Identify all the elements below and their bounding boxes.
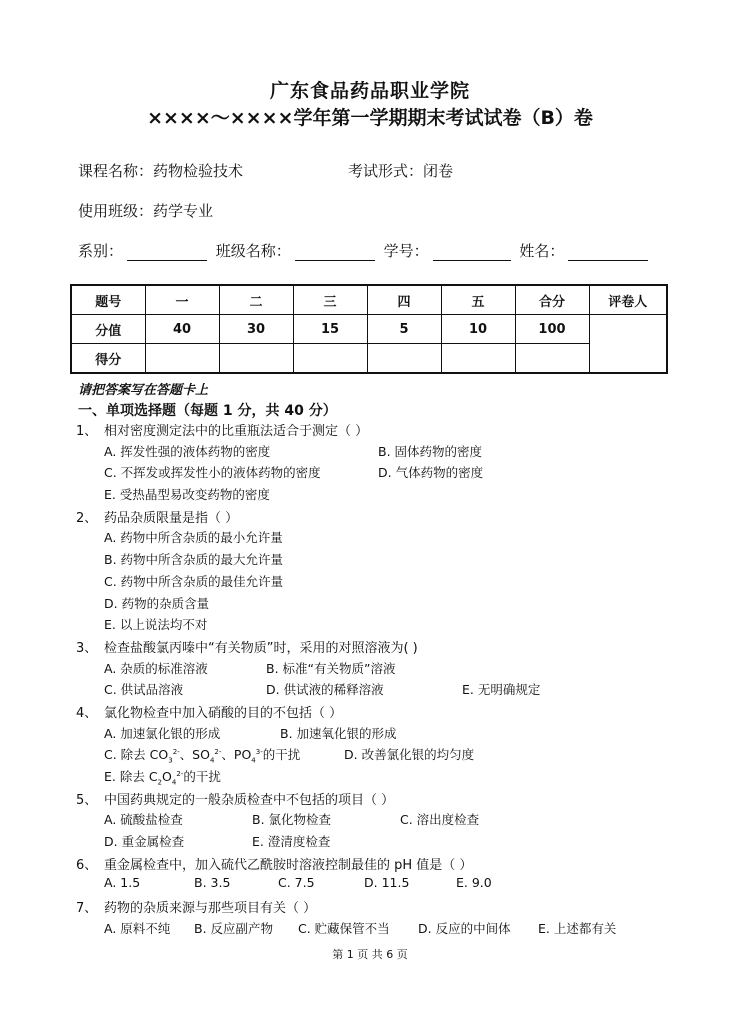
value-cell: 5 bbox=[367, 315, 441, 344]
table-row bbox=[71, 285, 667, 315]
dept-label: 系别： bbox=[78, 242, 124, 260]
option[interactable]: D. 改善氯化银的均匀度 bbox=[344, 747, 475, 763]
option-row bbox=[0, 594, 740, 616]
exam-form: 考试形式：闭卷 bbox=[348, 162, 454, 180]
option[interactable]: D. 11.5 bbox=[364, 875, 410, 891]
student-id-blank[interactable] bbox=[433, 246, 511, 261]
option[interactable]: B. 标准“有关物质”溶液 bbox=[266, 660, 396, 676]
header-cell: 四 bbox=[367, 285, 441, 315]
option-row bbox=[0, 463, 740, 485]
student-info-row bbox=[78, 240, 652, 261]
option[interactable]: C. 不挥发或挥发性小的液体药物的密度 bbox=[104, 465, 321, 481]
option[interactable]: B. 加速氧化银的形成 bbox=[280, 725, 397, 741]
question-stem: 检查盐酸氯丙嗪中“有关物质”时，采用的对照溶液为( ) bbox=[104, 640, 418, 656]
score-cell[interactable] bbox=[145, 344, 219, 374]
grader-cell[interactable] bbox=[589, 315, 667, 374]
question-stem: 药物的杂质来源与那些项目有关（ ） bbox=[104, 901, 317, 917]
option-row bbox=[0, 767, 740, 789]
class-blank[interactable] bbox=[295, 246, 375, 261]
class-label: 班级名称： bbox=[215, 242, 291, 260]
option[interactable]: A. 挥发性强的液体药物的密度 bbox=[104, 443, 271, 459]
option[interactable]: E. 澄清度检查 bbox=[252, 834, 331, 850]
option[interactable]: D. 反应的中间体 bbox=[418, 920, 511, 936]
question-number: 3、 bbox=[76, 640, 98, 656]
exam-title: ××××～××××学年第一学期期末考试试卷（B）卷 bbox=[147, 107, 593, 129]
option[interactable]: E. 无明确规定 bbox=[462, 682, 541, 698]
option[interactable]: D. 重金属检查 bbox=[104, 834, 185, 850]
header-cell: 二 bbox=[219, 285, 293, 315]
value-cell: 40 bbox=[145, 315, 219, 344]
question-stem: 氯化物检查中加入硝酸的目的不包括（ ） bbox=[104, 705, 343, 721]
question-number: 2、 bbox=[76, 510, 98, 526]
option[interactable]: C. 药物中所含杂质的最佳允许量 bbox=[104, 573, 284, 589]
option[interactable]: E. 以上说法均不对 bbox=[104, 617, 208, 633]
score-cell[interactable] bbox=[293, 344, 367, 374]
option-row bbox=[0, 485, 740, 507]
header-cell: 合分 bbox=[515, 285, 589, 315]
option[interactable]: B. 反应副产物 bbox=[194, 920, 274, 936]
name-label: 姓名： bbox=[519, 242, 565, 260]
option[interactable]: E. 上述都有关 bbox=[538, 920, 617, 936]
question-5 bbox=[0, 789, 740, 811]
option-row bbox=[0, 810, 740, 832]
score-cell[interactable] bbox=[219, 344, 293, 374]
option-row bbox=[0, 832, 740, 854]
question-number: 7、 bbox=[76, 901, 98, 917]
row-label: 分值 bbox=[71, 315, 145, 344]
score-cell[interactable] bbox=[441, 344, 515, 374]
option[interactable]: D. 气体药物的密度 bbox=[378, 465, 484, 481]
header-cell: 三 bbox=[293, 285, 367, 315]
question-stem: 重金属检查中，加入硫代乙酰胺时溶液控制最佳的 pH 值是（ ） bbox=[104, 857, 473, 873]
question-3 bbox=[0, 637, 740, 659]
option[interactable]: E. 9.0 bbox=[456, 875, 492, 891]
question-number: 6、 bbox=[76, 857, 98, 873]
school-name: 广东食品药品职业学院 bbox=[269, 80, 470, 102]
section-title: 一、单项选择题（每题 1 分，共 40 分） bbox=[78, 403, 337, 419]
header-cell: 五 bbox=[441, 285, 515, 315]
option-row bbox=[0, 572, 740, 594]
question-list bbox=[0, 420, 740, 941]
value-cell: 30 bbox=[219, 315, 293, 344]
option[interactable]: B. 药物中所含杂质的最大允许量 bbox=[104, 552, 284, 568]
option-row bbox=[0, 919, 740, 941]
option-row bbox=[0, 659, 740, 681]
name-blank[interactable] bbox=[568, 246, 648, 261]
table-row bbox=[71, 344, 667, 374]
score-cell[interactable] bbox=[367, 344, 441, 374]
option-row bbox=[0, 442, 740, 464]
option[interactable]: E. 受热晶型易改变药物的密度 bbox=[104, 487, 270, 503]
option-row bbox=[0, 875, 740, 897]
value-cell: 100 bbox=[515, 315, 589, 344]
question-2 bbox=[0, 507, 740, 529]
question-stem: 药品杂质限量是指（ ） bbox=[104, 510, 239, 526]
answer-note: 请把答案写在答题卡上 bbox=[78, 383, 209, 398]
option[interactable]: C. 供试品溶液 bbox=[104, 682, 184, 698]
question-4 bbox=[0, 702, 740, 724]
header-cell: 一 bbox=[145, 285, 219, 315]
option[interactable]: C. 贮藏保管不当 bbox=[298, 920, 390, 936]
question-1 bbox=[0, 420, 740, 442]
header-cell: 评卷人 bbox=[589, 285, 667, 315]
dept-blank[interactable] bbox=[127, 246, 207, 261]
option[interactable]: A. 原料不纯 bbox=[104, 920, 171, 936]
question-6 bbox=[0, 854, 740, 876]
question-7 bbox=[0, 897, 740, 919]
option[interactable]: A. 加速氯化银的形成 bbox=[104, 725, 221, 741]
option[interactable]: A. 药物中所含杂质的最小允许量 bbox=[104, 530, 283, 546]
question-number: 1、 bbox=[76, 424, 98, 439]
option-row bbox=[0, 745, 740, 767]
option[interactable]: A. 1.5 bbox=[104, 875, 141, 891]
option[interactable]: B. 固体药物的密度 bbox=[378, 443, 483, 459]
option[interactable]: E. 除去 $C_2O_4^{2-}$的干扰 bbox=[104, 769, 221, 787]
question-stem: 相对密度测定法中的比重瓶法适合于测定（ ） bbox=[104, 424, 369, 439]
option[interactable]: C. 7.5 bbox=[278, 875, 315, 891]
class-use: 使用班级：药学专业 bbox=[78, 202, 214, 220]
row-label: 得分 bbox=[71, 344, 145, 374]
score-cell[interactable] bbox=[515, 344, 589, 374]
option[interactable]: B. 3.5 bbox=[194, 875, 231, 891]
option-row bbox=[0, 680, 740, 702]
table-row bbox=[71, 315, 667, 344]
option[interactable]: A. 硫酸盐检查 bbox=[104, 812, 183, 828]
option[interactable]: C. 除去 $CO_3^{2-}$、$SO_4^{2-}$、$PO_4^{3-}$的干扰 bbox=[104, 747, 301, 765]
option-row bbox=[0, 550, 740, 572]
option-row bbox=[0, 615, 740, 637]
course-name: 课程名称：药物检验技术 bbox=[78, 162, 244, 180]
score-table bbox=[70, 284, 668, 374]
option-row bbox=[0, 528, 740, 550]
option-row bbox=[0, 724, 740, 746]
option[interactable]: A. 杂质的标准溶液 bbox=[104, 660, 208, 676]
value-cell: 15 bbox=[293, 315, 367, 344]
question-stem: 中国药典规定的一般杂质检查中不包括的项目（ ） bbox=[104, 792, 395, 808]
option[interactable]: D. 供试液的稀释溶液 bbox=[266, 682, 384, 698]
option[interactable]: C. 溶出度检查 bbox=[400, 812, 480, 828]
option[interactable]: B. 氯化物检查 bbox=[252, 812, 332, 828]
question-number: 4、 bbox=[76, 705, 98, 721]
value-cell: 10 bbox=[441, 315, 515, 344]
page-footer: 第 1 页 共 6 页 bbox=[332, 948, 408, 961]
header-cell: 题号 bbox=[71, 285, 145, 315]
student-id-label: 学号： bbox=[383, 242, 429, 260]
question-number: 5、 bbox=[76, 792, 98, 808]
option[interactable]: D. 药物的杂质含量 bbox=[104, 595, 210, 611]
